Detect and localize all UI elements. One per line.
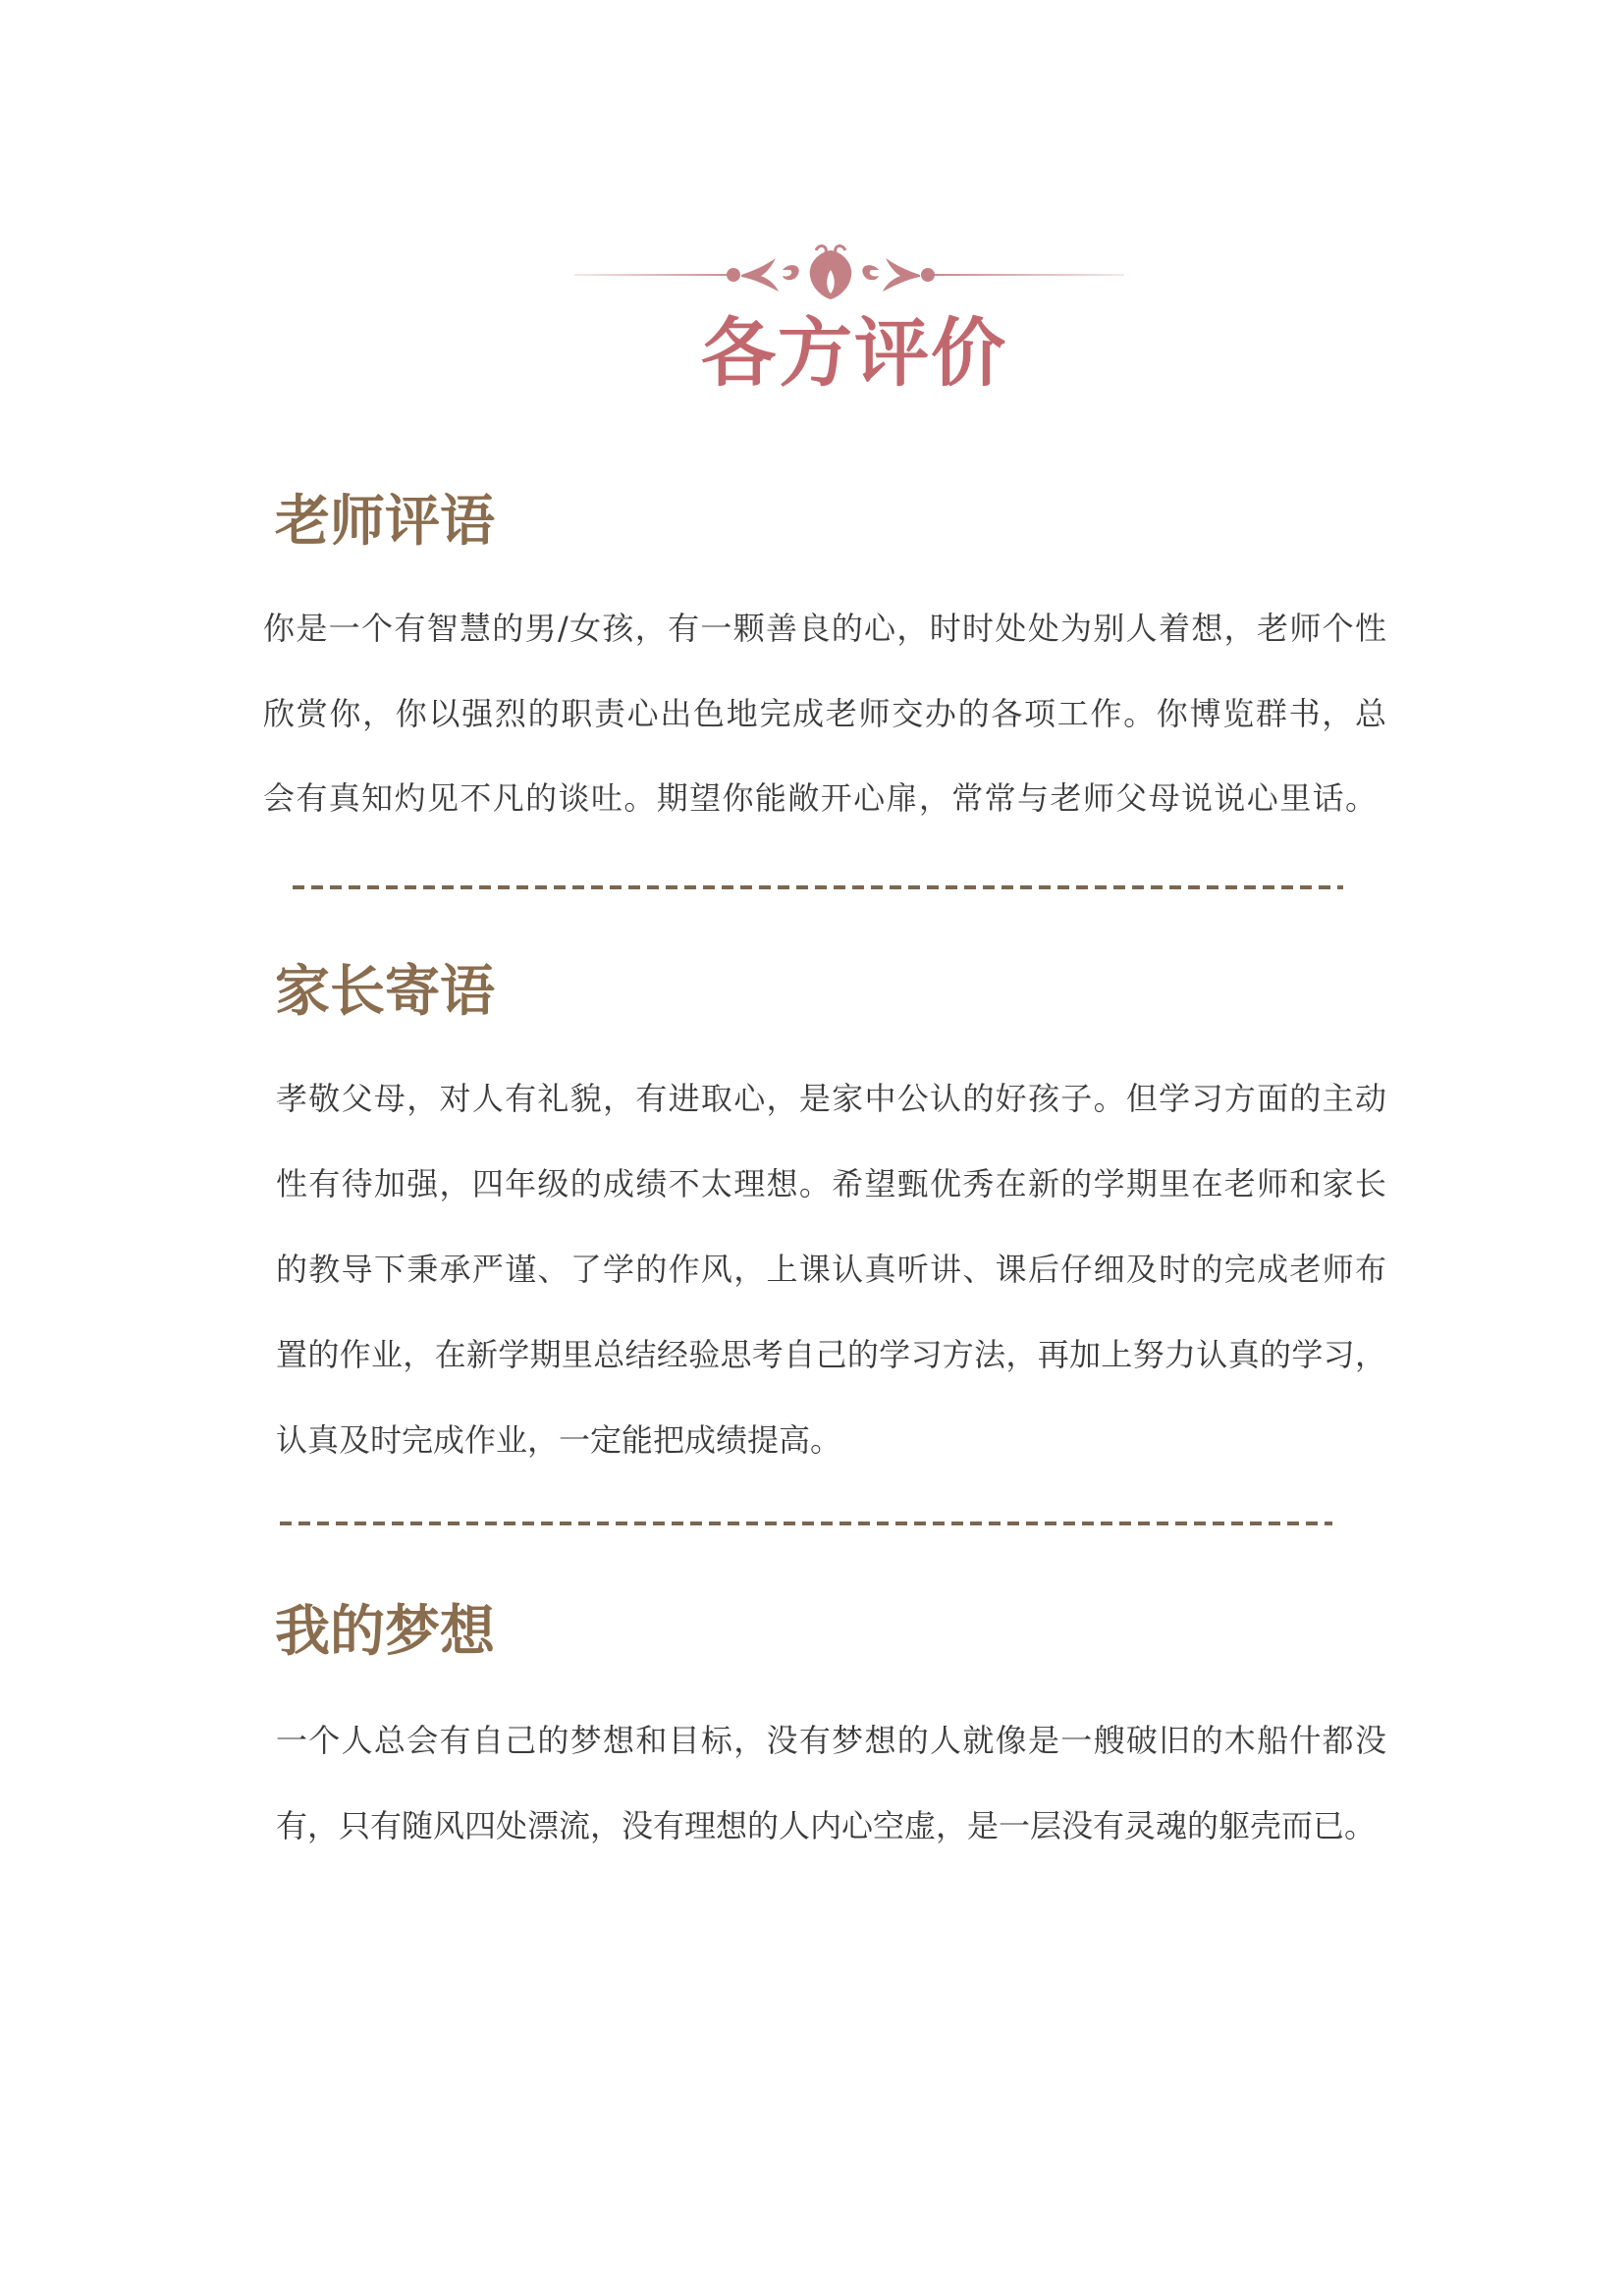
decorative-flourish-ornament — [574, 240, 1124, 309]
parent-message-line: 认真及时完成作业，一定能把成绩提高。 — [276, 1421, 842, 1459]
dashed-divider — [280, 1522, 1332, 1525]
section-heading-teacher-comment: 老师评语 — [275, 490, 495, 554]
teacher-comment-line: 会有真知灼见不凡的谈吐。期望你能敞开心扉，常常与老师父母说说心里话。 — [263, 779, 1377, 817]
parent-message-line: 孝敬父母，对人有礼貌，有进取心，是家中公认的好孩子。但学习方面的主动 — [276, 1080, 1386, 1117]
page-title: 各方评价 — [701, 309, 1007, 397]
dashed-divider — [293, 885, 1343, 889]
section-heading-parent-message: 家长寄语 — [275, 960, 495, 1024]
my-dream-line: 有，只有随风四处漂流，没有理想的人内心空虚，是一层没有灵魂的躯壳而已。 — [276, 1807, 1377, 1844]
parent-message-line: 性有待加强，四年级的成绩不太理想。希望甄优秀在新的学期里在老师和家长 — [276, 1165, 1386, 1202]
teacher-comment-line: 欣赏你，你以强烈的职责心出色地完成老师交办的各项工作。你博览群书，总 — [263, 695, 1386, 732]
parent-message-line: 置的作业，在新学期里总结经验思考自己的学习方法，再加上努力认真的学习， — [276, 1336, 1386, 1373]
parent-message-line: 的教导下秉承严谨、了学的作风，上课认真听讲、课后仔细及时的完成老师布 — [276, 1251, 1386, 1288]
teacher-comment-line: 你是一个有智慧的男/女孩，有一颗善良的心，时时处处为别人着想，老师个性 — [263, 610, 1386, 647]
section-heading-my-dream: 我的梦想 — [275, 1600, 495, 1664]
my-dream-line: 一个人总会有自己的梦想和目标，没有梦想的人就像是一艘破旧的木船什都没 — [276, 1722, 1386, 1759]
